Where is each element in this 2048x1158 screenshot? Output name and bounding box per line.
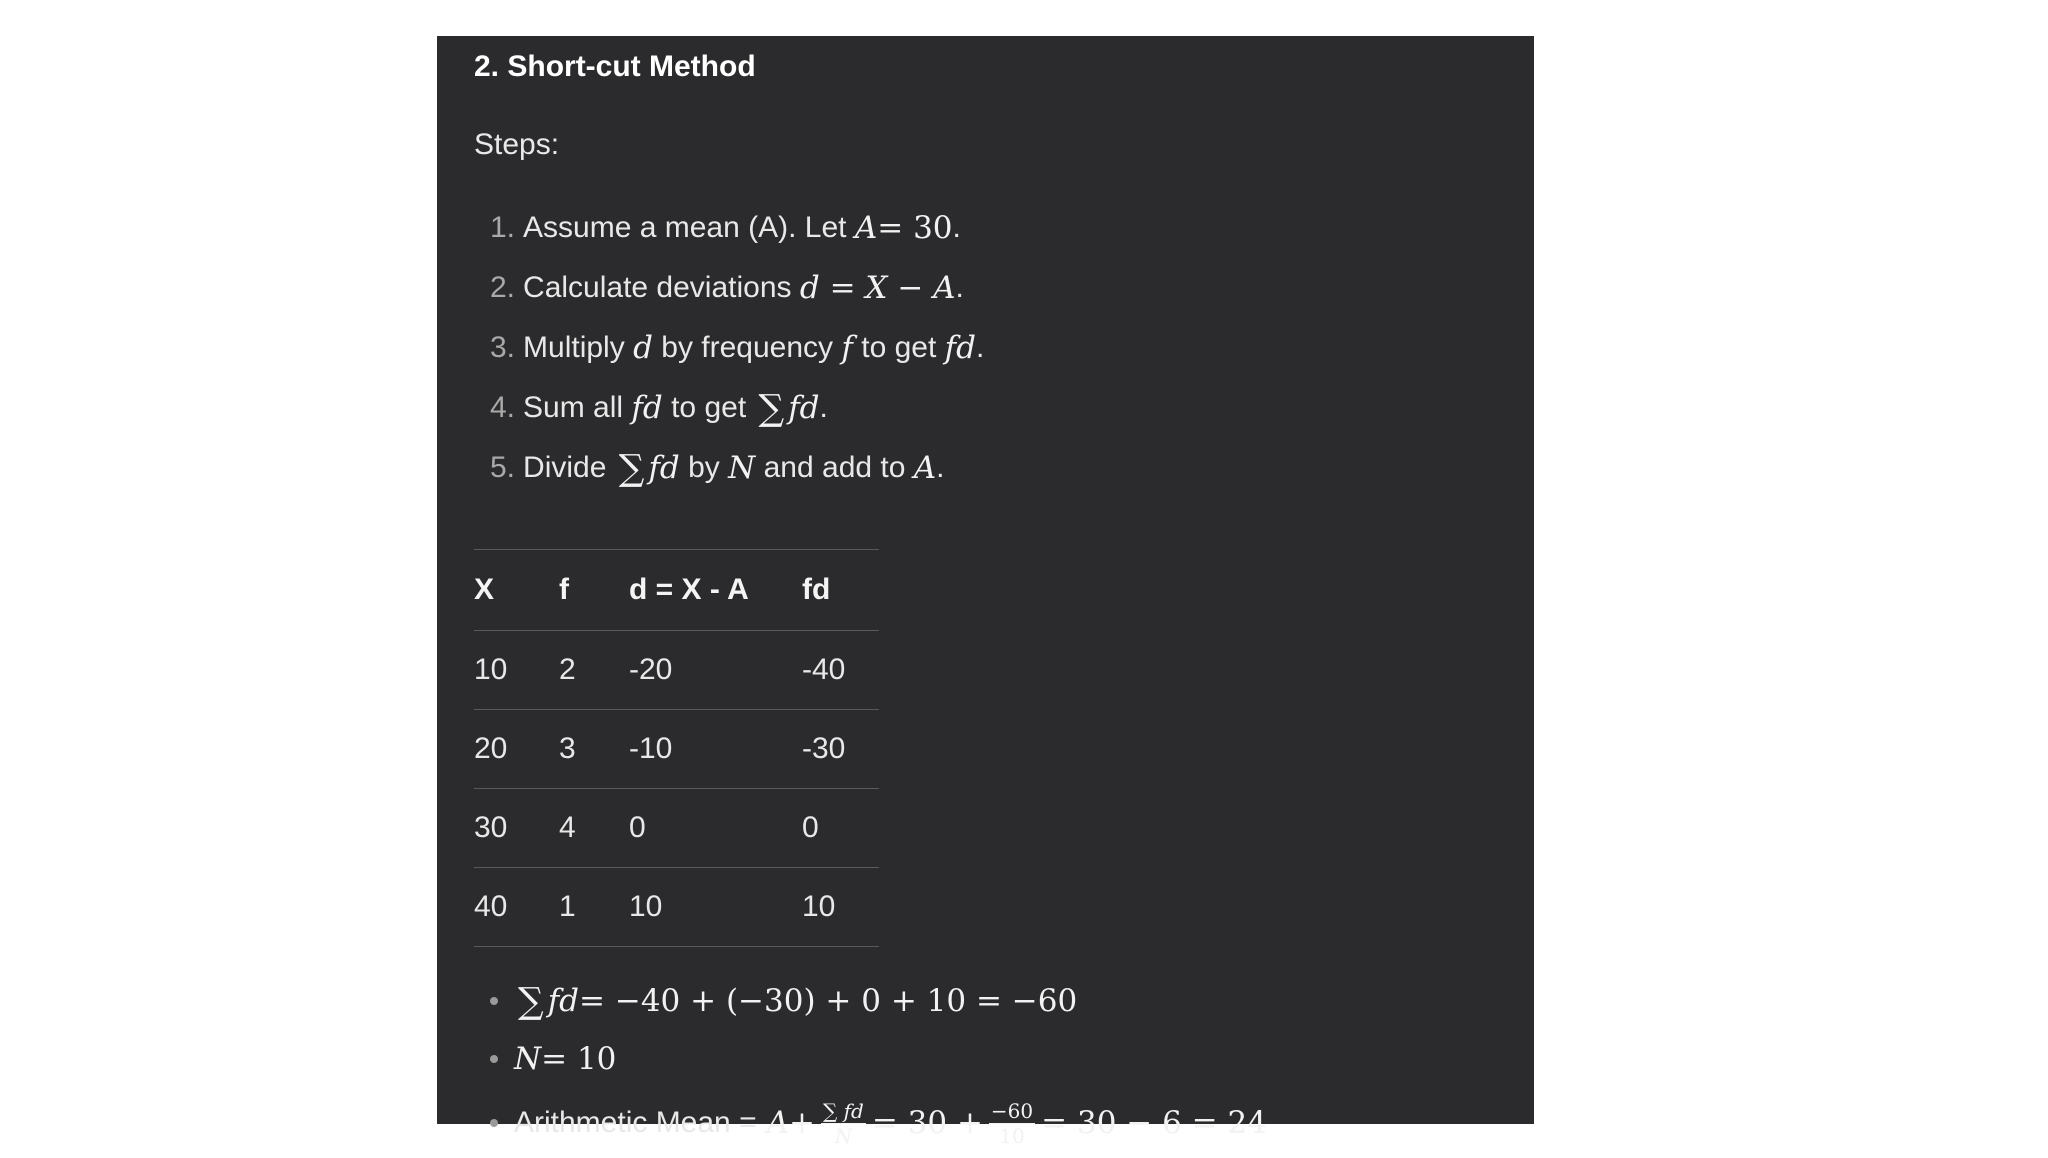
table-row: [474, 868, 879, 947]
fraction-denominator: N: [834, 1123, 853, 1148]
step-number: 2.: [490, 271, 516, 304]
step-number: 4.: [490, 391, 516, 424]
table-cell: 4: [559, 789, 629, 868]
math-symbol: fd: [648, 450, 680, 486]
table-cell: -10: [629, 710, 802, 789]
math-symbol: A: [854, 210, 878, 246]
table-cell: -20: [629, 631, 802, 710]
math-operator: +: [788, 1105, 815, 1141]
step-text: Multiply: [523, 331, 625, 364]
step-text: to get: [671, 391, 747, 424]
step-text: Assume a mean (A). Let: [523, 211, 847, 244]
math-expression: = 30: [877, 210, 953, 246]
step-end: .: [975, 331, 985, 364]
step-end: .: [936, 451, 945, 484]
mean-label: Arithmetic Mean =: [514, 1106, 757, 1139]
sigma-symbol: ∑: [518, 980, 544, 1022]
step-text: Calculate deviations: [523, 271, 792, 304]
table-row: [474, 631, 879, 710]
step-text: by: [688, 451, 720, 484]
table-header-row: [474, 550, 879, 631]
math-symbol: fd: [631, 390, 663, 426]
step-end: .: [955, 271, 964, 304]
bullet-dot: [490, 997, 498, 1005]
math-symbol: fd: [547, 983, 580, 1019]
table-cell: 10: [629, 868, 802, 947]
math-expression: d = X − A: [799, 270, 956, 306]
arithmetic-mean-result: [490, 1088, 1267, 1158]
fraction-numerator: −60: [990, 1098, 1034, 1123]
step-text: Divide: [523, 451, 607, 484]
section-title: 2. Short-cut Method: [474, 50, 756, 83]
math-expression: = −40 + (−30) + 0 + 10 = −60: [579, 983, 1078, 1019]
math-symbol: N: [514, 1041, 542, 1077]
step-end: .: [819, 391, 828, 424]
step-5: [490, 438, 984, 498]
step-text: by frequency: [661, 331, 834, 364]
math-symbol: f: [841, 330, 853, 366]
fraction-sum-over-n: [821, 1100, 866, 1147]
sum-fd-result: [490, 972, 1267, 1030]
table-cell: 10: [474, 631, 559, 710]
step-number: 1.: [490, 211, 516, 244]
step-text: to get: [861, 331, 937, 364]
step-4: [490, 378, 984, 438]
step-end: .: [952, 211, 961, 244]
table-cell: 1: [559, 868, 629, 947]
math-symbol: A: [766, 1105, 789, 1141]
step-text: Sum all: [523, 391, 624, 424]
bullet-dot: [490, 1119, 498, 1127]
math-expression: = 30 − 6 = 24: [1041, 1105, 1267, 1141]
header-x: X: [474, 550, 559, 631]
step-number: 5.: [490, 451, 516, 484]
steps-label: Steps:: [474, 128, 560, 161]
table-cell: 3: [559, 710, 629, 789]
sigma-symbol: ∑: [618, 447, 645, 489]
math-symbol: N: [728, 450, 756, 486]
table-cell: 40: [474, 868, 559, 947]
fraction-numerator: ∑ fd: [822, 1098, 864, 1123]
content-panel: [437, 36, 1534, 1148]
math-symbol: A: [913, 450, 937, 486]
results-list: [490, 972, 1267, 1158]
fraction-minus60-over-10: [989, 1100, 1035, 1147]
step-1: [490, 198, 984, 258]
math-expression: = 10: [541, 1041, 617, 1077]
table-cell: 30: [474, 789, 559, 868]
fraction-denominator: 10: [999, 1123, 1025, 1148]
table-cell: 20: [474, 710, 559, 789]
step-text: and add to: [763, 451, 906, 484]
table-cell: 2: [559, 631, 629, 710]
deviation-table: [474, 549, 879, 947]
header-fd: fd: [802, 550, 879, 631]
table-cell: 0: [629, 789, 802, 868]
step-2: [490, 258, 984, 318]
math-symbol: fd: [944, 330, 976, 366]
bullet-dot: [490, 1055, 498, 1063]
table-row: [474, 789, 879, 868]
n-result: [490, 1030, 1267, 1088]
table-cell: 10: [802, 868, 879, 947]
table-cell: 0: [802, 789, 879, 868]
header-d: d = X - A: [629, 550, 802, 631]
table-cell: -40: [802, 631, 879, 710]
step-3: [490, 318, 984, 378]
math-symbol: fd: [788, 390, 820, 426]
header-f: f: [559, 550, 629, 631]
step-number: 3.: [490, 331, 516, 364]
steps-list: [490, 198, 984, 498]
sigma-symbol: ∑: [758, 387, 785, 429]
table-cell: -30: [802, 710, 879, 789]
math-symbol: d: [633, 330, 653, 366]
table-row: [474, 710, 879, 789]
math-expression: = 30 +: [871, 1105, 983, 1141]
